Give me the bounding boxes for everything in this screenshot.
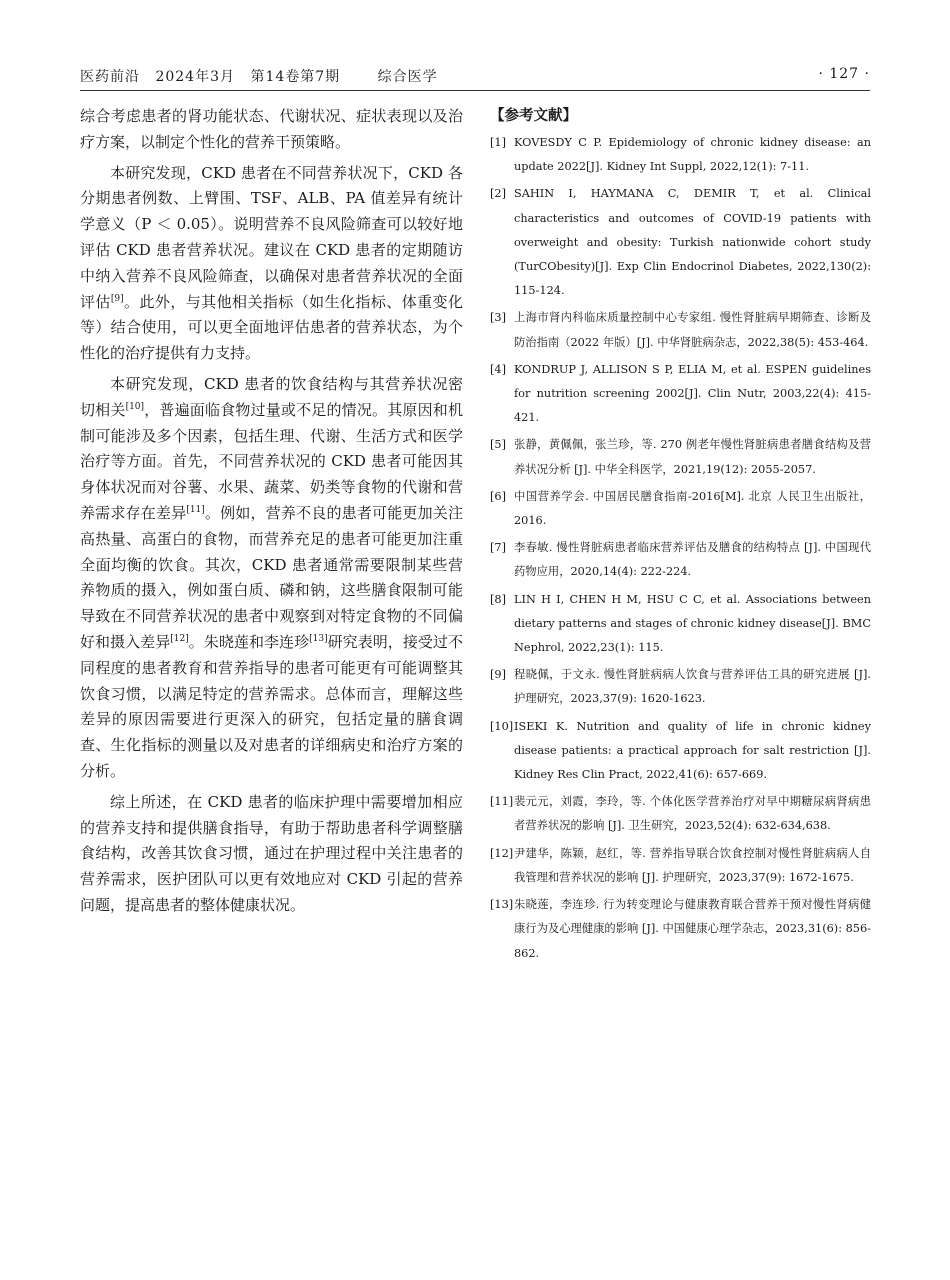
reference-item: [11] 裴元元，刘霞，李玲，等. 个体化医学营养治疗对早中期糖尿病肾病患者营养状况的影响 [J]. 卫生研究，2023,52(4): 632-634,638. xyxy=(490,795,871,833)
citation-11: [11] xyxy=(186,504,205,515)
reference-item: [6] 中国营养学会. 中国居民膳食指南-2016[M]. 北京 人民卫生出版社，2016. xyxy=(490,489,871,528)
citation-9: [9] xyxy=(110,293,124,304)
references-column xyxy=(488,104,871,969)
body-text-column xyxy=(80,104,463,919)
reference-item: [2] SAHIN I, HAYMANA C, DEMIR T, et al. Clinical characteristics and outcomes of COVID-19 patients with overweight and obesity: Turkish nationwide cohort study (TurCObesity)[J]. Exp Clin Endocrinol Diabetes, 2022,130(2): 115-124. xyxy=(490,187,871,298)
section-name: 综合医学 xyxy=(377,69,438,85)
paragraph-3: 本研究发现，CKD 患者的饮食结构与其营养状况密切相关[10]，普遍面临食物过量或不足的情况。其原因和机制可能涉及多个因素，包括生理、代谢、生活方式和医学治疗等方面。首先，不同营养状况的 CKD 患者可能因其身体状况而对谷薯、水果、蔬菜、奶类等食物的代谢和营养需求存在差异[11]。例如，营养不良的患者可能更加关注高热量、高蛋白的食物，而营养充足的患者可能更加注重全面均衡的饮食。其次，CKD 患者通常需要限制某些营养物质的摄入，例如蛋白质、磷和钠，这些膳食限制可能导致在不同营养状况的患者中观察到对特定食物的不同偏好和摄入差异[12]。朱晓莲和李连珍[13]研究表明，接受过不同程度的患者教育和营养指导的患者可能更有可能调整其饮食习惯，以满足特定的营养需求。总体而言，理解这些差异的原因需要进行更深入的研究，包括定量的膳食调查、生化指标的测量以及对患者的详细病史和治疗方案的分析。 xyxy=(80,374,463,780)
issue-date: 2024年3月 xyxy=(155,69,235,85)
citation-12: [12] xyxy=(170,633,189,644)
reference-item: [10] ISEKI K. Nutrition and quality of life in chronic kidney disease patients: a practical approach for salt restriction [J]. Kidney Res Clin Pract, 2022,41(6): 657-669. xyxy=(490,719,871,782)
reference-item: [7] 李春敏. 慢性肾脏病患者临床营养评估及膳食的结构特点 [J]. 中国现代药物应用，2020,14(4): 222-224. xyxy=(490,541,871,579)
journal-name: 医药前沿 xyxy=(80,69,140,85)
reference-item: [1] KOVESDY C P. Epidemiology of chronic kidney disease: an update 2022[J]. Kidney Int Suppl, 2022,12(1): 7-11. xyxy=(490,136,871,174)
page-number: · 127 · xyxy=(818,66,870,82)
references-title: 【参考文献】 xyxy=(490,108,577,124)
reference-item: [13] 朱晓莲，李连珍. 行为转变理论与健康教育联合营养干预对慢性肾病健康行为及心理健康的影响 [J]. 中国健康心理学杂志，2023,31(6): 856-862. xyxy=(490,898,871,960)
paragraph-2: 本研究发现，CKD 患者在不同营养状况下，CKD 各分期患者例数、上臂围、TSF、ALB、PA 值差异有统计学意义（P ＜ 0.05）。说明营养不良风险筛查可以较好地评估 CKD 患者营养状况。建议在 CKD 患者的定期随访中纳入营养不良风险筛查，以确保对患者营养状况的全面评估[9]。此外，与其他相关指标（如生化指标、体重变化等）结合使用，可以更全面地评估患者的营养状态，为个性化的治疗提供有力支持。 xyxy=(80,163,463,363)
header-left xyxy=(80,66,448,86)
volume-issue: 第14卷第7期 xyxy=(250,69,341,85)
citation-13: [13] xyxy=(309,633,328,644)
reference-item: [3] 上海市肾内科临床质量控制中心专家组. 慢性肾脏病早期筛查、诊断及防治指南（2022 年版）[J]. 中华肾脏病杂志，2022,38(5): 453-464. xyxy=(490,311,871,349)
paragraph-4: 综上所述，在 CKD 患者的临床护理中需要增加相应的营养支持和提供膳食指导，有助于帮助患者科学调整膳食结构，改善其饮食习惯，通过在护理过程中关注患者的营养需求，医护团队可以更有效地应对 CKD 引起的营养问题，提高患者的整体健康状况。 xyxy=(80,792,463,914)
reference-item: [8] LIN H I, CHEN H M, HSU C C, et al. Associations between dietary patterns and stages of chronic kidney disease[J]. BMC Nephrol, 2022,23(1): 115. xyxy=(490,592,871,655)
reference-item: [5] 张静，黄佩佩，张兰珍，等. 270 例老年慢性肾脏病患者膳食结构及营养状况分析 [J]. 中华全科医学，2021,19(12): 2055-2057. xyxy=(490,438,871,476)
citation-10: [10] xyxy=(125,401,145,412)
paragraph-1: 综合考虑患者的肾功能状态、代谢状况、症状表现以及治疗方案，以制定个性化的营养干预策略。 xyxy=(80,107,463,151)
reference-item: [9] 程晓佩，于文永. 慢性肾脏病病人饮食与营养评估工具的研究进展 [J]. 护理研究，2023,37(9): 1620-1623. xyxy=(490,668,871,706)
reference-item: [12] 尹建华，陈颖，赵红，等. 营养指导联合饮食控制对慢性肾脏病病人自我管理和营养状况的影响 [J]. 护理研究，2023,37(9): 1672-1675. xyxy=(490,846,871,884)
reference-item: [4] KONDRUP J, ALLISON S P, ELIA M, et al. ESPEN guidelines for nutrition screening 2002[J]. Clin Nutr, 2003,22(4): 415-421. xyxy=(490,362,871,425)
running-header xyxy=(80,64,870,91)
